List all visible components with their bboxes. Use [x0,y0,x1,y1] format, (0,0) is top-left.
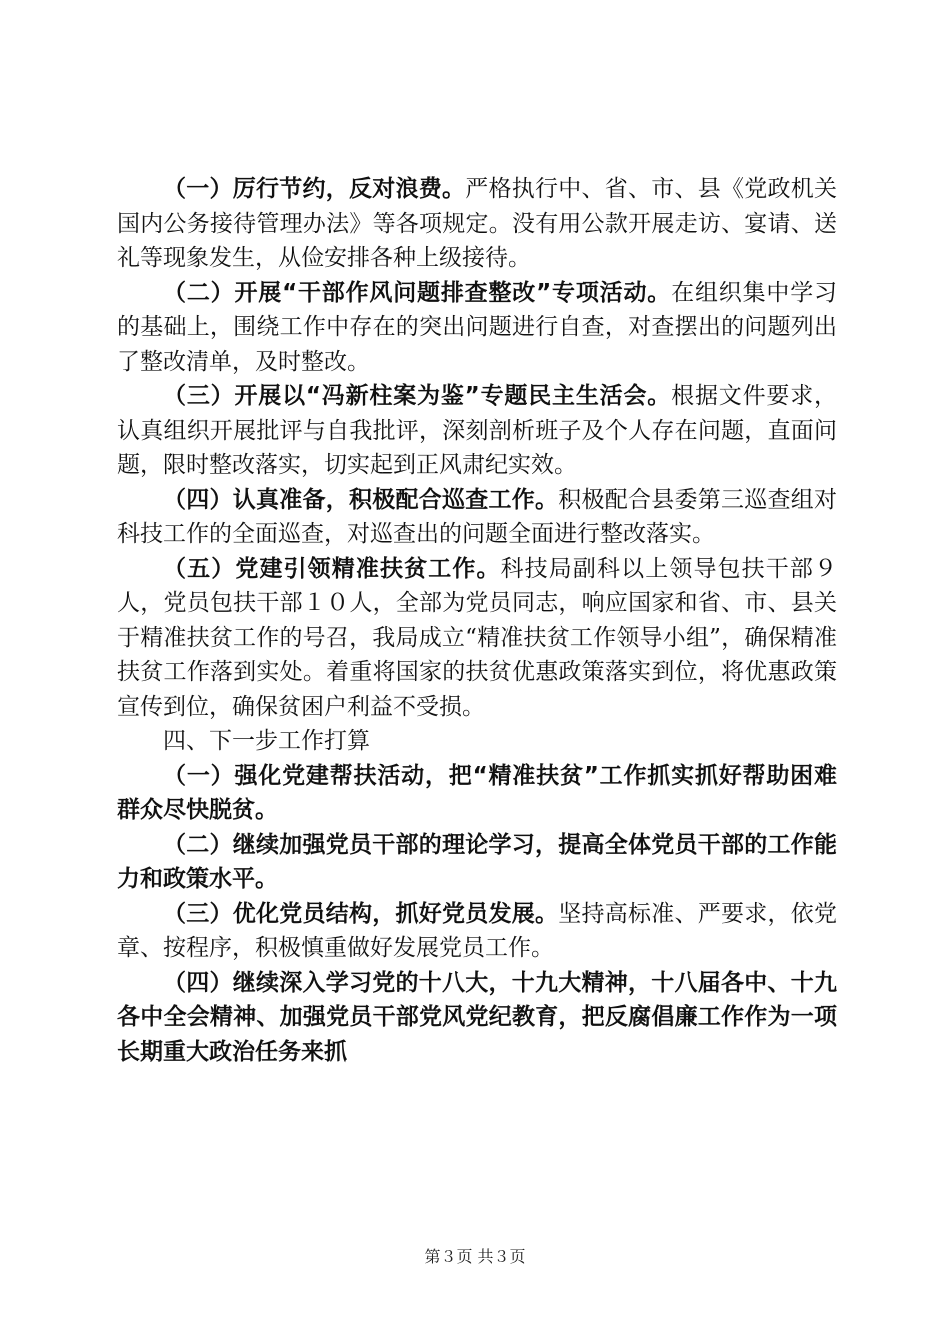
paragraph-5-heading: （五）党建引领精准扶贫工作。 [163,555,501,582]
plan-2-heading: （二）继续加强党员干部的理论学习，提高全体党员干部的工作能力和政策水平。 [117,831,837,892]
paragraph-1 [117,172,837,276]
paragraph-2-text: 在组织集中学习的基础上，围绕工作中存在的突出问题进行自查，对查摆出的问题列出了整改清单，及时整改。 [117,279,838,375]
paragraph-1-heading: （一）厉行节约，反对浪费。 [163,176,466,202]
paragraph-3 [117,379,837,483]
section-heading: 四、下一步工作打算 [163,728,370,754]
paragraph-4-heading: （四）认真准备，积极配合巡查工作。 [163,486,559,513]
plan-1-heading: （一）强化党建帮扶活动，把“精准扶贫”工作抓实抓好帮助困难群众尽快脱贫。 [117,762,837,823]
paragraph-4 [117,483,837,552]
paragraph-5-text: 科技局副科以上领导包扶干部９人，党员包扶干部１０人，全部为党员同志，响应国家和省、市、县关于精准扶贫工作的号召，我局成立“精准扶贫工作领导小组”，确保精准扶贫工作落到实处。着重将国家的扶贫优惠政策落实到位，将优惠政策宣传到位，确保贫困户利益不受损。 [117,555,838,720]
plan-4 [117,966,837,1070]
plan-1 [117,759,837,828]
paragraph-1-text: 严格执行中、省、市、县《党政机关国内公务接待管理办法》等各项规定。没有用公款开展走访、宴请、送礼等现象发生，从俭安排各种上级接待。 [117,176,837,271]
paragraph-5 [117,552,837,725]
paragraph-2 [117,276,837,380]
plan-3 [117,897,837,966]
paragraph-4-text: 积极配合县委第三巡查组对科技工作的全面巡查，对巡查出的问题全面进行整改落实。 [117,486,837,547]
plan-3-text: 坚持高标准、严要求，依党章、按程序，积极慎重做好发展党员工作。 [117,900,837,961]
page-footer: 第３页 共３页 [424,1247,526,1266]
plan-4-heading: （四）继续深入学习党的十八大，十九大精神，十八届各中、十九各中全会精神、加强党员干部党风党纪教育，把反腐倡廉工作作为一项长期重大政治任务来抓 [117,969,837,1065]
plan-3-heading: （三）优化党员结构，抓好党员发展。 [163,900,559,927]
plan-2 [117,828,837,897]
paragraph-3-text: 根据文件要求，认真组织开展批评与自我批评，深刻剖析班子及个人存在问题，直面问题，限时整改落实，切实起到正风肃纪实效。 [117,383,838,478]
paragraph-3-heading: （三）开展以“冯新柱案为鉴”专题民主生活会。 [163,383,672,409]
paragraph-2-heading: （二）开展“干部作风问题排查整改”专项活动。 [163,279,672,306]
document-body [117,172,837,1069]
